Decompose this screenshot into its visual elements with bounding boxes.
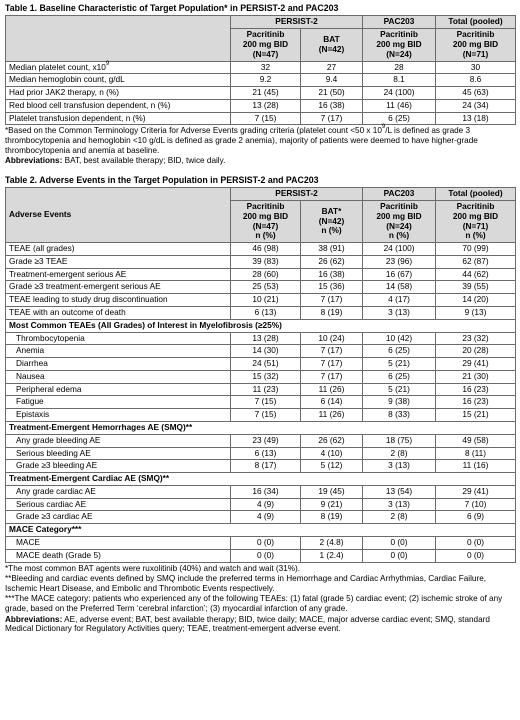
row-label-text: Had prior JAK2 therapy, n (%) bbox=[9, 87, 120, 98]
value-cell: 13 (28) bbox=[231, 332, 301, 345]
value-cell: 6 (13) bbox=[231, 306, 301, 319]
table2-footnote-2: **Bleeding and cardiac events defined by SMQ include the preferred terms in Hemorrhage and Cardiac Arrhythmias, Cardiac Failure, Ischemic Heart Disease, and Embolic and Thrombotic Events respectively. bbox=[5, 574, 487, 593]
table1-footnote bbox=[5, 126, 515, 155]
table-row bbox=[6, 396, 516, 409]
row-label: Serious cardiac AE bbox=[6, 498, 231, 511]
value-cell: 16 (23) bbox=[436, 383, 516, 396]
value-cell: 16 (38) bbox=[301, 99, 363, 112]
value-cell: 8 (19) bbox=[301, 306, 363, 319]
table2 bbox=[5, 187, 516, 562]
table-row bbox=[6, 332, 516, 345]
value-cell: 23 (96) bbox=[363, 255, 436, 268]
row-label bbox=[6, 99, 231, 112]
value-cell: 15 (36) bbox=[301, 281, 363, 294]
row-label: Treatment-emergent serious AE bbox=[6, 268, 231, 281]
table-row bbox=[6, 511, 516, 524]
value-cell: 23 (32) bbox=[436, 332, 516, 345]
table-row bbox=[6, 268, 516, 281]
table1-corner-cell bbox=[6, 16, 231, 61]
value-cell: 45 (63) bbox=[436, 87, 516, 100]
value-cell: 9 (38) bbox=[363, 396, 436, 409]
table1-col-header: BAT (N=42) bbox=[301, 29, 363, 61]
value-cell: 70 (99) bbox=[436, 243, 516, 256]
table-row bbox=[6, 345, 516, 358]
row-label-text: Median hemoglobin count, g/dL bbox=[9, 74, 125, 85]
value-cell: 21 (30) bbox=[436, 370, 516, 383]
value-cell: 7 (17) bbox=[301, 294, 363, 307]
row-label: Grade ≥3 cardiac AE bbox=[6, 511, 231, 524]
value-cell: 8 (19) bbox=[301, 511, 363, 524]
table2-abbreviations bbox=[5, 615, 515, 634]
value-cell: 6 (9) bbox=[436, 511, 516, 524]
table1-abbreviations bbox=[5, 156, 515, 166]
section-header-row bbox=[6, 473, 516, 486]
value-cell: 1 (2.4) bbox=[301, 549, 363, 562]
value-cell: 9 (13) bbox=[436, 306, 516, 319]
value-cell: 23 (49) bbox=[231, 434, 301, 447]
value-cell: 5 (12) bbox=[301, 460, 363, 473]
value-cell: 49 (58) bbox=[436, 434, 516, 447]
table-row bbox=[6, 74, 516, 87]
table-row bbox=[6, 243, 516, 256]
value-cell: 28 (60) bbox=[231, 268, 301, 281]
value-cell: 39 (55) bbox=[436, 281, 516, 294]
section-header-row bbox=[6, 319, 516, 332]
table-row bbox=[6, 112, 516, 125]
value-cell: 28 bbox=[363, 61, 436, 74]
value-cell: 8 (11) bbox=[436, 447, 516, 460]
row-label: Nausea bbox=[6, 370, 231, 383]
value-cell: 13 (18) bbox=[436, 112, 516, 125]
value-cell: 9.2 bbox=[231, 74, 301, 87]
value-cell: 24 (100) bbox=[363, 87, 436, 100]
row-label: TEAE leading to study drug discontinuation bbox=[6, 294, 231, 307]
row-label bbox=[6, 74, 231, 87]
value-cell: 27 bbox=[301, 61, 363, 74]
table1-footnote-part: *Based on the Common Terminology Criteria for Adverse Events grading criteria (platelet count <50 x 10 bbox=[5, 126, 382, 136]
value-cell: 46 (98) bbox=[231, 243, 301, 256]
value-cell: 15 (21) bbox=[436, 409, 516, 422]
row-label: Grade ≥3 treatment-emergent serious AE bbox=[6, 281, 231, 294]
value-cell: 21 (50) bbox=[301, 87, 363, 100]
value-cell: 7 (17) bbox=[301, 345, 363, 358]
row-label bbox=[6, 87, 231, 100]
table2-group-pac: PAC203 bbox=[363, 188, 436, 201]
row-label-text: Median platelet count, x10 bbox=[9, 61, 106, 72]
table2-row-header: Adverse Events bbox=[6, 188, 231, 243]
table2-body bbox=[6, 243, 516, 563]
value-cell: 2 (8) bbox=[363, 511, 436, 524]
value-cell: 8.6 bbox=[436, 74, 516, 87]
value-cell: 16 (23) bbox=[436, 396, 516, 409]
row-label-superscript: 9 bbox=[105, 60, 110, 67]
value-cell: 15 (32) bbox=[231, 370, 301, 383]
row-label bbox=[6, 112, 231, 125]
value-cell: 3 (13) bbox=[363, 306, 436, 319]
table2-col-header: Pacritinib 200 mg BID (N=47) n (%) bbox=[231, 200, 301, 242]
value-cell: 26 (62) bbox=[301, 434, 363, 447]
value-cell: 4 (9) bbox=[231, 498, 301, 511]
table1-group-total: Total (pooled) bbox=[436, 16, 516, 29]
value-cell: 10 (42) bbox=[363, 332, 436, 345]
row-label: Peripheral edema bbox=[6, 383, 231, 396]
table2-footnote-1: *The most common BAT agents were ruxolitinib (40%) and watch and wait (31%). bbox=[5, 563, 301, 573]
value-cell: 8 (33) bbox=[363, 409, 436, 422]
value-cell: 3 (13) bbox=[363, 460, 436, 473]
value-cell: 29 (41) bbox=[436, 358, 516, 371]
value-cell: 19 (45) bbox=[301, 485, 363, 498]
table2-group-persist: PERSIST-2 bbox=[231, 188, 363, 201]
value-cell: 21 (45) bbox=[231, 87, 301, 100]
table2-col-header: Pacritinib 200 mg BID (N=24) n (%) bbox=[363, 200, 436, 242]
table-row bbox=[6, 281, 516, 294]
value-cell: 6 (25) bbox=[363, 345, 436, 358]
table2-group-header-row bbox=[6, 188, 516, 201]
row-label: Epistaxis bbox=[6, 409, 231, 422]
value-cell: 7 (15) bbox=[231, 409, 301, 422]
section-header: MACE Category*** bbox=[6, 524, 516, 537]
abbreviations-label: Abbreviations: bbox=[5, 614, 63, 624]
value-cell: 11 (46) bbox=[363, 99, 436, 112]
table-row bbox=[6, 306, 516, 319]
value-cell: 39 (83) bbox=[231, 255, 301, 268]
value-cell: 14 (30) bbox=[231, 345, 301, 358]
table-row bbox=[6, 409, 516, 422]
value-cell: 0 (0) bbox=[231, 549, 301, 562]
table1-col-header: Pacritinib 200 mg BID (N=24) bbox=[363, 29, 436, 61]
value-cell: 16 (38) bbox=[301, 268, 363, 281]
section-header: Most Common TEAEs (All Grades) of Interest in Myelofibrosis (≥25%) bbox=[6, 319, 516, 332]
value-cell: 0 (0) bbox=[363, 549, 436, 562]
value-cell: 24 (100) bbox=[363, 243, 436, 256]
table-row bbox=[6, 485, 516, 498]
table-row bbox=[6, 294, 516, 307]
table2-col-header: Pacritinib 200 mg BID (N=71) n (%) bbox=[436, 200, 516, 242]
value-cell: 6 (14) bbox=[301, 396, 363, 409]
row-label: Anemia bbox=[6, 345, 231, 358]
table2-footnote-3: ***The MACE category: patients who experienced any of the following TEAEs: (1) fatal (grade 5) cardiac event; (2) ischemic stroke of any grade, based on the Preferred Term ‘cerebral infarction’; (3) myocardial infarction of any grade. bbox=[5, 594, 503, 613]
value-cell: 7 (17) bbox=[301, 358, 363, 371]
value-cell: 0 (0) bbox=[363, 537, 436, 550]
row-label: Grade ≥3 TEAE bbox=[6, 255, 231, 268]
section-header-row bbox=[6, 422, 516, 435]
section-header: Treatment-Emergent Hemorrhages AE (SMQ)** bbox=[6, 422, 516, 435]
value-cell: 44 (62) bbox=[436, 268, 516, 281]
row-label: Serious bleeding AE bbox=[6, 447, 231, 460]
table-row bbox=[6, 434, 516, 447]
table1 bbox=[5, 15, 516, 125]
abbreviations-text: BAT, best available therapy; BID, twice daily. bbox=[62, 156, 226, 166]
value-cell: 14 (58) bbox=[363, 281, 436, 294]
value-cell: 4 (9) bbox=[231, 511, 301, 524]
value-cell: 11 (16) bbox=[436, 460, 516, 473]
value-cell: 29 (41) bbox=[436, 485, 516, 498]
table-row bbox=[6, 460, 516, 473]
table-row bbox=[6, 537, 516, 550]
value-cell: 9.4 bbox=[301, 74, 363, 87]
table1-group-pac: PAC203 bbox=[363, 16, 436, 29]
value-cell: 5 (21) bbox=[363, 358, 436, 371]
value-cell: 18 (75) bbox=[363, 434, 436, 447]
row-label: TEAE (all grades) bbox=[6, 243, 231, 256]
row-label: Any grade bleeding AE bbox=[6, 434, 231, 447]
value-cell: 13 (54) bbox=[363, 485, 436, 498]
table1-col-header: Pacritinib 200 mg BID (N=47) bbox=[231, 29, 301, 61]
value-cell: 2 (8) bbox=[363, 447, 436, 460]
table-row bbox=[6, 370, 516, 383]
row-label: Fatigue bbox=[6, 396, 231, 409]
section-header-row bbox=[6, 524, 516, 537]
value-cell: 7 (15) bbox=[231, 396, 301, 409]
value-cell: 7 (15) bbox=[231, 112, 301, 125]
table1-group-header-row bbox=[6, 16, 516, 29]
row-label-text: Platelet transfusion dependent, n (%) bbox=[9, 112, 146, 123]
value-cell: 11 (26) bbox=[301, 383, 363, 396]
value-cell: 8 (17) bbox=[231, 460, 301, 473]
value-cell: 20 (28) bbox=[436, 345, 516, 358]
value-cell: 16 (34) bbox=[231, 485, 301, 498]
table-row bbox=[6, 447, 516, 460]
table1-footnote-part: /L is defined as grade 3 thrombocytopenia and hemoglobin <10 g/dL is defined as grade 2 anemia), majority of patients were deemed to have higher-grade thrombocytopenia and anemia at baseline. bbox=[5, 126, 478, 155]
value-cell: 7 (17) bbox=[301, 370, 363, 383]
value-cell: 32 bbox=[231, 61, 301, 74]
value-cell: 11 (23) bbox=[231, 383, 301, 396]
value-cell: 6 (25) bbox=[363, 370, 436, 383]
value-cell: 4 (10) bbox=[301, 447, 363, 460]
value-cell: 0 (0) bbox=[436, 537, 516, 550]
row-label: TEAE with an outcome of death bbox=[6, 306, 231, 319]
value-cell: 16 (67) bbox=[363, 268, 436, 281]
value-cell: 7 (10) bbox=[436, 498, 516, 511]
value-cell: 26 (62) bbox=[301, 255, 363, 268]
table2-caption: Table 2. Adverse Events in the Target Population in PERSIST-2 and PAC203 bbox=[5, 174, 319, 185]
section-header: Treatment-Emergent Cardiac AE (SMQ)** bbox=[6, 473, 516, 486]
value-cell: 5 (21) bbox=[363, 383, 436, 396]
table1-col-header: Pacritinib 200 mg BID (N=71) bbox=[436, 29, 516, 61]
value-cell: 11 (26) bbox=[301, 409, 363, 422]
value-cell: 0 (0) bbox=[231, 537, 301, 550]
value-cell: 38 (91) bbox=[301, 243, 363, 256]
value-cell: 30 bbox=[436, 61, 516, 74]
row-label-text: Red blood cell transfusion dependent, n (%) bbox=[9, 99, 171, 110]
abbreviations-label: Abbreviations: bbox=[5, 156, 63, 166]
value-cell: 24 (34) bbox=[436, 99, 516, 112]
table-row bbox=[6, 358, 516, 371]
row-label: MACE death (Grade 5) bbox=[6, 549, 231, 562]
value-cell: 3 (13) bbox=[363, 498, 436, 511]
table1-group-persist: PERSIST-2 bbox=[231, 16, 363, 29]
table-row bbox=[6, 549, 516, 562]
value-cell: 25 (53) bbox=[231, 281, 301, 294]
table1-body bbox=[6, 61, 516, 125]
value-cell: 8.1 bbox=[363, 74, 436, 87]
table1-footnote-superscript: 9 bbox=[381, 124, 386, 131]
table-row bbox=[6, 498, 516, 511]
table-row bbox=[6, 383, 516, 396]
value-cell: 2 (4.8) bbox=[301, 537, 363, 550]
row-label: Thrombocytopenia bbox=[6, 332, 231, 345]
table2-group-total: Total (pooled) bbox=[436, 188, 516, 201]
value-cell: 24 (51) bbox=[231, 358, 301, 371]
row-label bbox=[6, 61, 231, 74]
table-row bbox=[6, 99, 516, 112]
table-row bbox=[6, 61, 516, 74]
value-cell: 10 (24) bbox=[301, 332, 363, 345]
table1-caption: Table 1. Baseline Characteristic of Target Population* in PERSIST-2 and PAC203 bbox=[5, 3, 339, 13]
row-label: MACE bbox=[6, 537, 231, 550]
table-row bbox=[6, 255, 516, 268]
value-cell: 0 (0) bbox=[436, 549, 516, 562]
row-label: Diarrhea bbox=[6, 358, 231, 371]
value-cell: 62 (87) bbox=[436, 255, 516, 268]
abbreviations-text: AE, adverse event; BAT, best available therapy; BID, twice daily; MACE, major adverse cardiac event; SMQ, standard Medical Dictionary for Regulatory Activities query; TEAE, treatment-emergent adverse event. bbox=[5, 614, 490, 634]
row-label: Grade ≥3 bleeding AE bbox=[6, 460, 231, 473]
value-cell: 7 (17) bbox=[301, 112, 363, 125]
value-cell: 4 (17) bbox=[363, 294, 436, 307]
value-cell: 14 (20) bbox=[436, 294, 516, 307]
value-cell: 13 (28) bbox=[231, 99, 301, 112]
value-cell: 6 (13) bbox=[231, 447, 301, 460]
value-cell: 10 (21) bbox=[231, 294, 301, 307]
value-cell: 9 (21) bbox=[301, 498, 363, 511]
table2-col-header: BAT* (N=42) n (%) bbox=[301, 200, 363, 242]
table-row bbox=[6, 87, 516, 100]
value-cell: 6 (25) bbox=[363, 112, 436, 125]
row-label: Any grade cardiac AE bbox=[6, 485, 231, 498]
